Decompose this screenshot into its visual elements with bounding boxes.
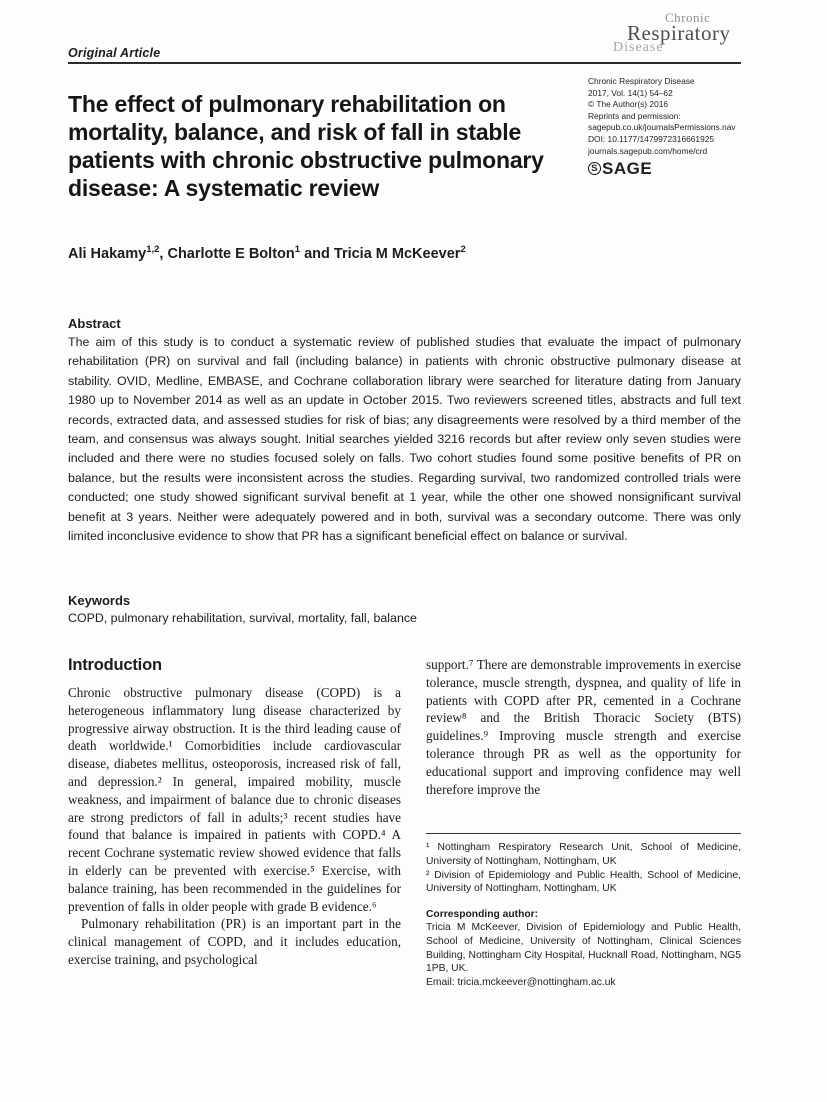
corresponding-author-heading: Corresponding author: <box>426 908 539 920</box>
journal-logo-respiratory: Respiratory <box>627 21 731 45</box>
journal-logo-disease: Disease <box>613 40 664 55</box>
page-content <box>68 0 741 1102</box>
corresponding-author-block <box>426 908 741 990</box>
introduction-paragraph-2: Pulmonary rehabilitation (PR) is an important part in the clinical management of COPD, and it includes education, exercise training, and psychological <box>68 916 401 967</box>
introduction-heading: Introduction <box>68 656 162 674</box>
keywords-heading: Keywords <box>68 593 131 608</box>
journal-info-line: DOI: 10.1177/1479972316661925 <box>588 133 715 144</box>
abstract-text: The aim of this study is to conduct a systematic review of published studies that evaluate the impact of pulmonary rehabilitation (PR) on survival and fall (including balance) in patients with chronic obstructive pulmonary disease at stability. OVID, Medline, EMBASE, and Cochrane collaboration library were searched for literature dating from January 1980 up to November 2014 as well as an update in October 2015. Two reviewers screened titles, abstracts and full text records, extracted data, and assessed studies for risk of bias; any disagreements were resolved by a third member of the team, and consensus was always sought. Initial searches yielded 3216 records but after review only seven studies were included and there were no studies focused solely on falls. Two cohort studies found some positive benefits of PR on balance, but the results were inconsistent across the studies. Regarding survival, two randomized controlled trials were conducted; one study showed significant survival benefit at 1 year, while the other one showed nonsignificant survival benefit at 3 years. Neither were adequately powered and in both, survival was a secondary outcome. There was only limited inconclusive evidence to show that PR has a significant beneficial effect on balance or survival. <box>68 335 741 544</box>
authors-separator: and <box>300 245 334 262</box>
author-affiliation-sup: 1 <box>294 244 301 255</box>
author-affiliation-sup: 1,2 <box>146 244 160 255</box>
two-column-body <box>68 656 741 989</box>
article-type-label: Original Article <box>68 46 161 60</box>
journal-info-line: © The Author(s) 2016 <box>588 99 669 110</box>
sage-s-icon: S <box>588 162 601 175</box>
article-title: The effect of pulmonary rehabilitation on mortality, balance, and risk of fall in stable patients with chronic obstructive pulmonary disease: A systematic review <box>68 91 544 201</box>
sage-wordmark: SAGE <box>602 158 653 178</box>
left-column <box>68 656 401 989</box>
abstract-heading: Abstract <box>68 316 121 331</box>
footnote-block <box>426 833 741 989</box>
affiliation-footnote-2: ² Division of Epidemiology and Public Health, School of Medicine, University of Nottingham, Nottingham, UK <box>426 869 741 895</box>
affiliation-footnote-1: ¹ Nottingham Respiratory Research Unit, School of Medicine, University of Nottingham, Nottingham, UK <box>426 842 741 867</box>
header-divider <box>68 62 741 64</box>
journal-info-line: Reprints and permission: <box>588 110 681 121</box>
journal-logo-chronic: Chronic <box>665 10 711 25</box>
keywords-text: COPD, pulmonary rehabilitation, survival, mortality, fall, balance <box>68 611 417 625</box>
journal-logo <box>613 10 748 60</box>
journal-info-line: Chronic Respiratory Disease <box>588 76 695 86</box>
journal-info-line: 2017, Vol. 14(1) 54–62 <box>588 87 673 98</box>
journal-info-block <box>588 76 748 178</box>
journal-info-line: journals.sagepub.com/home/crd <box>588 145 708 156</box>
corresponding-author-text: Tricia M McKeever, Division of Epidemiology and Public Health, School of Medicine, University of Nottingham, Clinical Sciences Building, Nottingham City Hospital, Hucknall Road, Nottingham, NG5 1PB, UK. <box>426 922 741 975</box>
right-column-paragraph: support.⁷ There are demonstrable improvements in exercise tolerance, muscle strength, dyspnea, and quality of life in patients with COPD after PR, cemented in a Cochrane review⁸ and the British Thoracic Society (BTS) guidelines.⁹ Improving muscle strength and exercise tolerance through PR as well as the opportunity for educational support and improving confidence may well therefore improve the <box>426 657 741 797</box>
right-column <box>426 656 741 989</box>
author-name: Ali Hakamy <box>68 245 147 262</box>
author-name: Tricia M McKeever <box>333 245 461 262</box>
author-name: Charlotte E Bolton <box>167 245 295 262</box>
authors-line <box>68 244 628 262</box>
authors-separator: , <box>159 245 168 262</box>
author-affiliation-sup: 2 <box>460 244 466 255</box>
sage-logo <box>588 158 748 178</box>
corresponding-author-email: Email: tricia.mckeever@nottingham.ac.uk <box>426 976 616 988</box>
introduction-paragraph-1: Chronic obstructive pulmonary disease (COPD) is a heterogeneous inflammatory lung disease characterized by progressive airway obstruction. It is the third leading cause of death worldwide.¹ Comorbidities include cardiovascular disease, diabetes mellitus, osteoporosis, increased risk of fall, and depression.² In general, impaired mobility, muscle weakness, and impairment of balance due to chronic diseases are strong predictors of fall in adults;³ recent studies have found that balance is impaired in patients with COPD.⁴ A recent Cochrane systematic review showed evidence that falls in elderly can be prevented with exercise.⁵ Exercise, with balance training, has been recommended in the guidelines for prevention of falls in older people with grade B evidence.⁶ <box>68 685 401 914</box>
journal-info-line: sagepub.co.uk/journalsPermissions.nav <box>588 122 736 133</box>
